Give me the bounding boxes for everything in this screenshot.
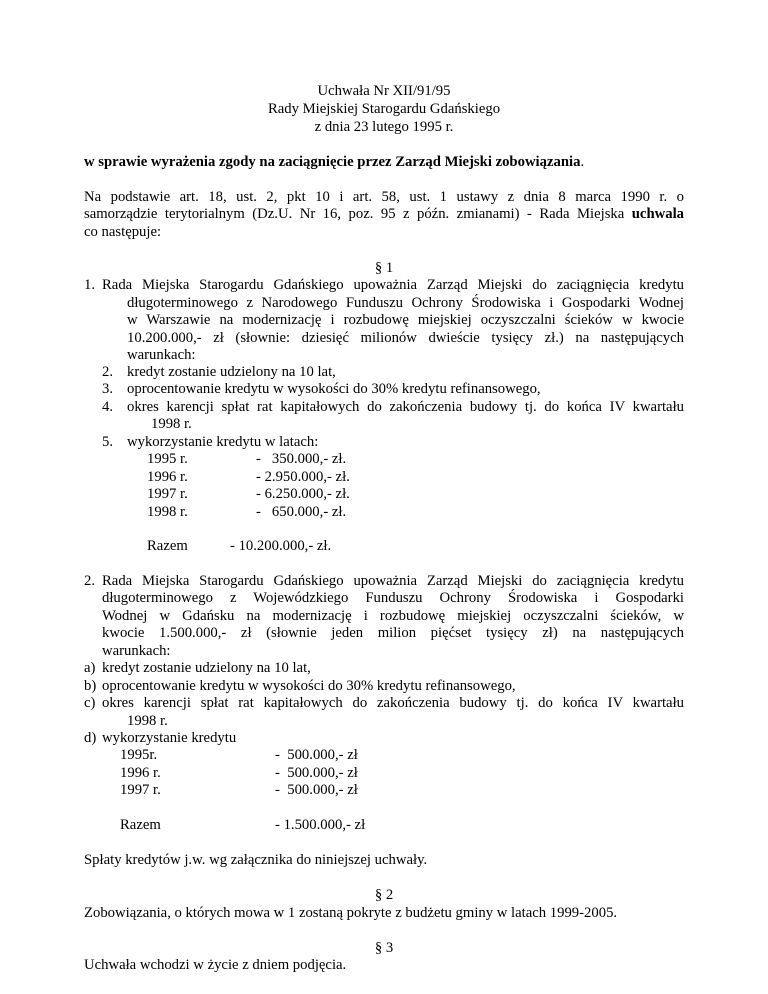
list-item-text: wykorzystanie kredytu [102,730,237,746]
preamble [84,189,684,241]
item-2-line-4: kwocie 1.500.000,- zł (słownie jeden milion pięćset tysięcy zł) na następujących [102,625,684,642]
year-label: 1997 r. [120,782,161,798]
preamble-line-1: Na podstawie art. 18, ust. 2, pkt 10 i art. 58, ust. 1 ustawy z dnia 8 marca 1990 r. o [84,189,684,205]
list-item-continuation: 1998 r. [127,713,168,729]
item-2-text [102,573,684,660]
title-line-3: z dnia 23 lutego 1995 r. [314,119,454,135]
item-2-line-1: Rada Miejska Starogardu Gdańskiego upoważnia Zarząd Miejski do zaciągnięcia kredytu [102,573,684,589]
list-item-number: 5. [102,434,114,450]
year-amount: - 500.000,- zł [275,765,358,781]
subject-bold: w sprawie wyrażenia zgody na zaciągnięcie przez Zarząd Miejski zobowiązania [84,154,581,170]
list-item-number: c) [84,695,96,711]
item-1-line-1: Rada Miejska Starogardu Gdańskiego upoważnia Zarząd Miejski do zaciągnięcia kredytu [102,277,684,293]
item-2-line-5: warunkach: [102,642,171,659]
section-3-text: Uchwała wchodzi w życie z dniem podjęcia. [84,957,347,973]
preamble-line-2-text: samorządzie terytorialnym (Dz.U. Nr 16, poz. 95 z późn. zmianami) - Rada Miejska [84,206,625,223]
section-3-heading: § 3 [374,940,394,956]
item-1-text-first [102,277,684,294]
section-2-text: Zobowiązania, o których mowa w 1 zostaną pokryte z budżetu gminy w latach 1999-2005. [84,905,618,921]
list-item-number: 2. [102,364,114,380]
year-label: 1998 r. [147,504,188,520]
year-label: 1997 r. [147,486,188,502]
preamble-line-3: co następuje: [84,223,162,240]
total-label: Razem [120,817,161,833]
preamble-line-2 [84,206,684,223]
item-1-text-rest [127,295,684,365]
year-label: 1996 r. [147,469,188,485]
item-2-line-3: Wodnej w Gdańsku na modernizację i rozbudowę miejskiej oczyszczalni ścieków, w [102,607,684,624]
subject-dot: . [580,154,585,170]
list-item-number: b) [84,678,97,694]
total-amount: - 1.500.000,- zł [275,817,366,833]
item-1-number: 1. [84,277,96,293]
item-2-line-2: długoterminowego z Wojewódzkiego Funduszu Ochrony Środowiska i Gospodarki [102,590,684,607]
item-1-line-5: warunkach: [127,347,196,364]
list-item-text: okres karencji spłat rat kapitałowych do zakończenia budowy tj. do końca IV kwartału [102,695,684,711]
list-item-number: d) [84,730,97,746]
repayment-note: Spłaty kredytów j.w. wg załącznika do niniejszej uchwały. [84,852,428,868]
title-line-1: Uchwała Nr XII/91/95 [317,83,451,99]
title-line-2: Rady Miejskiej Starogardu Gdańskiego [267,101,501,117]
year-amount: - 350.000,- zł. [256,451,347,467]
list-item-text: okres karencji spłat rat kapitałowych do zakończenia budowy tj. do końca IV kwartału [127,399,684,415]
list-item-text: kredyt zostanie udzielony na 10 lat, [102,660,311,676]
section-1-heading: § 1 [374,260,394,276]
item-2-number: 2. [84,573,96,589]
list-item-number: a) [84,660,96,676]
year-label: 1995 r. [147,451,188,467]
list-item-text: kredyt zostanie udzielony na 10 lat, [127,364,336,380]
total-amount: - 10.200.000,- zł. [230,538,332,554]
year-amount: - 6.250.000,- zł. [256,486,350,502]
list-item-text: oprocentowanie kredytu w wysokości do 30% kredytu refinansowego, [102,678,516,694]
section-2-heading: § 2 [374,887,394,903]
item-1-line-3: w Warszawie na modernizację i rozbudowę miejskiej oczyszczalni ścieków w kwocie [127,312,684,329]
list-item-continuation: 1998 r. [151,416,192,432]
subject-line [84,154,584,171]
item-1-line-4: 10.200.000,- zł (słownie: dziesięć milionów dwieście tysięcy zł.) na następujących [127,329,684,346]
year-amount: - 650.000,- zł. [256,504,347,520]
year-amount: - 500.000,- zł [275,782,358,798]
year-label: 1996 r. [120,765,161,781]
year-label: 1995r. [120,747,158,763]
list-item-text: wykorzystanie kredytu w latach: [127,434,319,450]
preamble-bold-word: uchwala [631,206,684,223]
list-item-number: 3. [102,381,114,397]
total-label: Razem [147,538,188,554]
list-item-number: 4. [102,399,114,415]
year-amount: - 500.000,- zł [275,747,358,763]
year-amount: - 2.950.000,- zł. [256,469,350,485]
item-1-line-2: długoterminowego z Narodowego Funduszu Ochrony Środowiska i Gospodarki Wodnej [127,295,684,311]
list-item-text: oprocentowanie kredytu w wysokości do 30% kredytu refinansowego, [127,381,541,397]
